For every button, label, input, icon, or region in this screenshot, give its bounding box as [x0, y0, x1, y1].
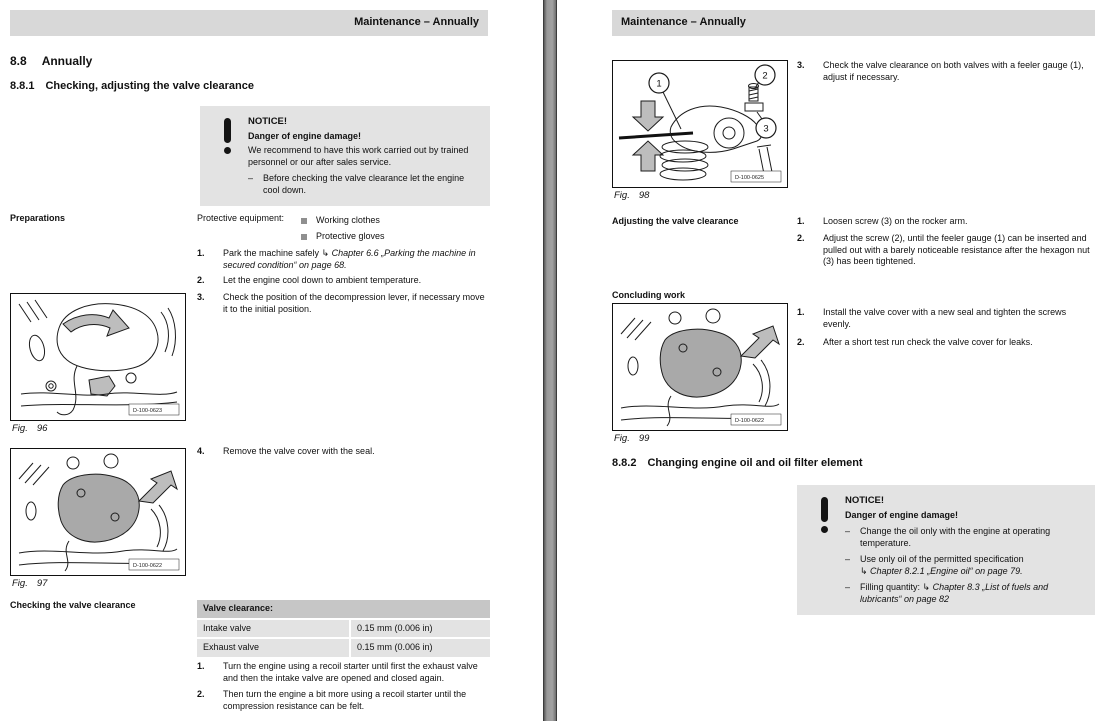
step-text: Adjust the screw (2), until the feeler gauge (1) can be inserted and pulled out with a barely noticeable resistance after the hexagon nut (3) has been tightened.	[823, 233, 1090, 266]
step-item	[797, 216, 1095, 228]
notice-box	[200, 106, 490, 206]
section-title: Changing engine oil and oil filter element	[647, 457, 863, 469]
left-page	[0, 0, 543, 721]
step-number: 3.	[197, 292, 205, 302]
step-item	[197, 275, 490, 287]
step-text: After a short test run check the valve cover for leaks.	[823, 337, 1033, 347]
left-page-header: Maintenance – Annually	[354, 16, 479, 29]
dash-bullet: –	[845, 582, 851, 592]
step-item	[197, 248, 490, 271]
step-text: Check the valve clearance on both valves with a feeler gauge (1), adjust if necessary.	[823, 60, 1084, 82]
step-text: Check the position of the decompression lever, if necessary move it to the initial position.	[223, 292, 485, 314]
step-number: 1.	[797, 216, 805, 226]
hexagon-nut	[745, 103, 763, 111]
step-number: 2.	[197, 275, 205, 285]
figure-caption: Fig. 98	[614, 190, 650, 201]
exclamation-icon	[803, 495, 845, 605]
step-text: Then turn the engine a bit more using a recoil starter until the compression resistance can be felt.	[223, 689, 467, 711]
notice-subtitle: Danger of engine damage!	[248, 130, 362, 141]
figure-code-label	[731, 171, 781, 182]
svg-text:D-100-0623: D-100-0623	[133, 408, 163, 414]
table-cell-value: 0.15 mm (0.006 in)	[351, 620, 490, 638]
step-number: 4.	[197, 446, 205, 456]
step-text: Install the valve cover with a new seal and tighten the screws evenly.	[823, 307, 1067, 329]
step-number: 1.	[197, 661, 205, 671]
valve-cover-shaded	[58, 474, 139, 542]
protective-equipment	[197, 213, 490, 245]
chapter-reference: ↳ Chapter 8.2.1 „Engine oil“ on page 79.	[860, 565, 1023, 576]
notice-item-text: Change the oil only with the engine at operating temperature.	[860, 526, 1051, 548]
valve-spring	[660, 141, 708, 180]
valve-cover-drawing	[11, 449, 185, 575]
svg-text:D-100-0622: D-100-0622	[133, 563, 163, 569]
figure-code-label	[129, 404, 179, 415]
table-cell-name: Intake valve	[197, 620, 349, 638]
table-row	[197, 639, 490, 657]
figure-code-label	[731, 414, 781, 425]
notice-item-text: Use only oil of the permitted specification ↳ Chapter 8.2.1 „Engine oil“ on page 79.	[860, 554, 1024, 576]
svg-text:D-100-0622: D-100-0622	[735, 418, 765, 424]
bullet-square-icon	[301, 234, 307, 240]
step-number: 2.	[797, 337, 805, 347]
section-title: Annually	[41, 54, 93, 68]
bullet-square-icon	[301, 218, 307, 224]
concluding-work-label: Concluding work	[612, 290, 685, 300]
svg-text:1: 1	[656, 78, 662, 90]
rocker-arm	[670, 106, 762, 152]
page-divider	[543, 0, 557, 721]
svg-text:D-100-0625: D-100-0625	[735, 175, 765, 181]
figure-97	[10, 448, 186, 576]
rocker-arm-feeler-gauge-diagram	[613, 61, 787, 187]
step-item	[197, 292, 490, 315]
step-number: 1.	[797, 307, 805, 317]
step-text: Remove the valve cover with the seal.	[223, 446, 375, 456]
direction-arrow	[741, 326, 779, 358]
dash-bullet: –	[845, 554, 851, 564]
dash-bullet: –	[845, 526, 851, 536]
step-number: 1.	[197, 248, 205, 258]
exclamation-icon	[206, 116, 248, 196]
feeler-gauge	[619, 133, 693, 138]
figure-code-label	[129, 559, 179, 570]
section-heading-8-8-2	[612, 458, 863, 470]
figure-98	[612, 60, 788, 188]
section-heading-8-8-1	[10, 81, 254, 93]
dash-bullet: –	[248, 173, 254, 183]
notice-item-text: Before checking the valve clearance let the engine cool down.	[263, 173, 465, 195]
valve-cover-shaded	[660, 329, 741, 397]
section-number: 8.8.1	[10, 80, 35, 92]
section-number: 8.8	[10, 54, 27, 68]
notice-item	[845, 526, 1087, 549]
table-cell-name: Exhaust valve	[197, 639, 349, 657]
notice-subtitle: Danger of engine damage!	[845, 509, 959, 520]
svg-text:2: 2	[762, 70, 768, 82]
notice-box	[797, 485, 1095, 615]
figure-96	[10, 293, 186, 421]
step-item	[197, 661, 490, 684]
chapter-reference: ↳ Chapter 8.3 „List of fuels and lubricants“ on page 82	[860, 582, 1049, 604]
step-text: Park the machine safely ↳ Chapter 6.6 „Parking the machine in secured condition“ on page 68.	[223, 248, 476, 270]
table-cell-value: 0.15 mm (0.006 in)	[351, 639, 490, 657]
equipment-item: Working clothes	[301, 213, 385, 229]
step-text: Turn the engine using a recoil starter until first the exhaust valve and then the intake valve are opened and closed again.	[223, 661, 478, 683]
preparations-label: Preparations	[10, 213, 66, 223]
table-header: Valve clearance:	[197, 600, 490, 618]
figure-caption: Fig. 96	[12, 423, 48, 434]
notice-title: NOTICE!	[248, 116, 288, 127]
chapter-reference: ↳ Chapter 6.6 „Parking the machine in secured condition“ on page 68.	[223, 248, 476, 270]
right-page-header: Maintenance – Annually	[621, 16, 746, 29]
press-arrow-up	[633, 141, 663, 171]
svg-text:3: 3	[763, 123, 769, 135]
figure-caption: Fig. 99	[614, 433, 650, 444]
step-item	[197, 689, 490, 712]
direction-arrow	[139, 471, 177, 503]
valve-clearance-table	[197, 600, 490, 657]
adjusting-screw	[749, 84, 759, 102]
valve-cover-drawing	[613, 304, 787, 430]
step-item	[797, 233, 1095, 268]
figure-99	[612, 303, 788, 431]
notice-title: NOTICE!	[845, 495, 885, 506]
step-item	[797, 60, 1095, 83]
step-item	[797, 337, 1095, 349]
notice-item	[845, 554, 1087, 577]
adjusting-valve-clearance-label: Adjusting the valve clearance	[612, 216, 739, 226]
press-arrow-down	[633, 101, 663, 131]
step-text: Loosen screw (3) on the rocker arm.	[823, 216, 968, 226]
step-number: 3.	[797, 60, 805, 70]
callout-3	[756, 112, 776, 138]
notice-body: We recommend to have this work carried out by trained personnel or our after sales service.	[248, 145, 469, 167]
step-item	[197, 446, 490, 458]
step-number: 2.	[797, 233, 805, 243]
notice-item-text: Filling quantity: ↳ Chapter 8.3 „List of fuels and lubricants“ on page 82	[860, 582, 1049, 604]
step-text: Let the engine cool down to ambient temperature.	[223, 275, 422, 285]
step-number: 2.	[197, 689, 205, 699]
section-number: 8.8.2	[612, 457, 637, 469]
equipment-item: Protective gloves	[301, 229, 385, 245]
section-title: Checking, adjusting the valve clearance	[45, 80, 254, 92]
notice-item	[248, 173, 482, 196]
right-page-header-band	[612, 10, 1095, 36]
section-heading-8-8	[10, 56, 92, 68]
table-row	[197, 620, 490, 638]
checking-valve-clearance-label: Checking the valve clearance	[10, 600, 136, 610]
step-item	[797, 307, 1095, 330]
left-page-header-band	[10, 10, 488, 36]
right-page	[559, 0, 1107, 721]
notice-item	[845, 582, 1087, 605]
engine-decompression-lever-drawing	[11, 294, 185, 420]
figure-caption: Fig. 97	[12, 578, 48, 589]
direction-arrow	[63, 310, 129, 336]
equipment-label: Protective equipment:	[197, 213, 285, 223]
